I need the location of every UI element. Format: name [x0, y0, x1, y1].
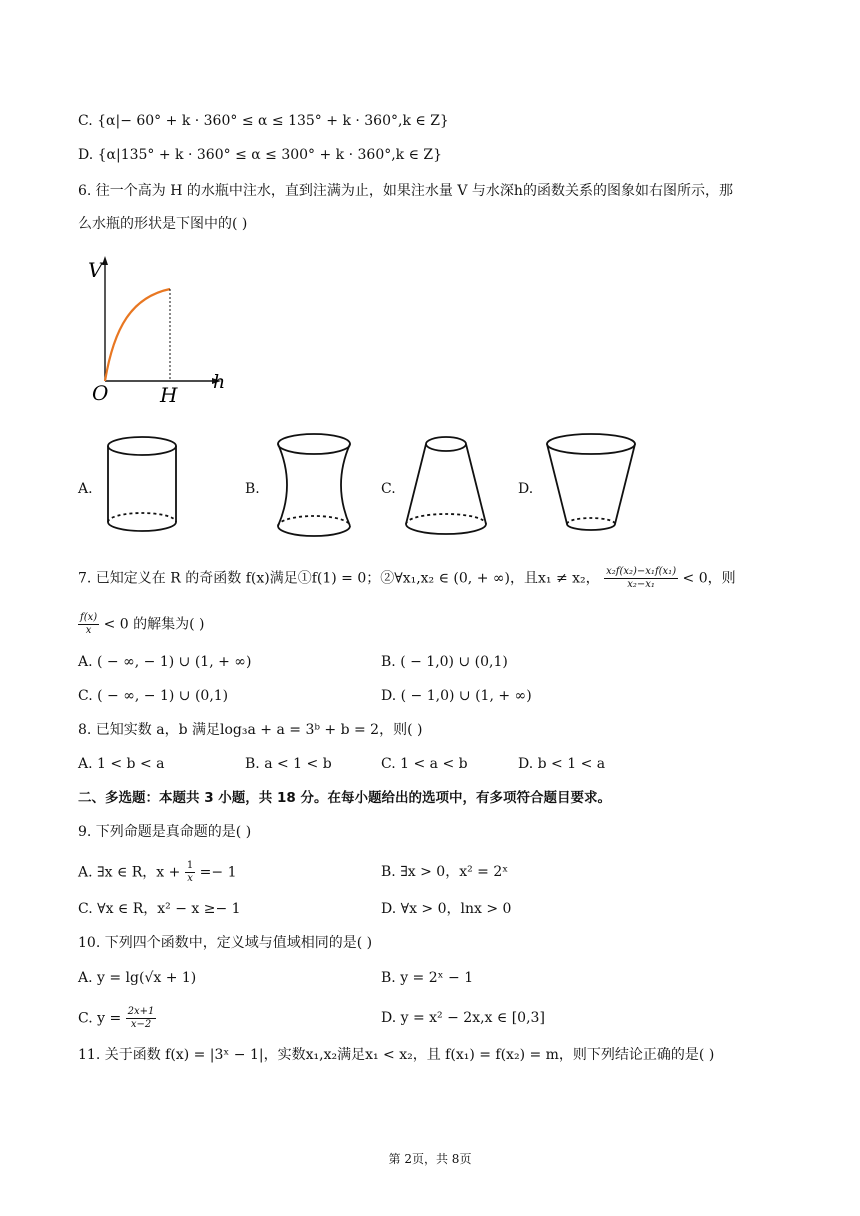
q8-option-a: A. 1 < b < a — [78, 756, 165, 772]
q6-option-c-label: C. — [381, 481, 396, 497]
q6-option-a-label: A. — [78, 481, 93, 497]
q9-option-a-fraction — [185, 860, 195, 885]
q9-option-c: C. ∀x ∈ R，x² − x ≥− 1 — [78, 901, 241, 917]
q8-option-b: B. a < 1 < b — [245, 756, 332, 772]
q6-option-d-label: D. — [518, 481, 534, 497]
origin-label: O — [92, 381, 109, 405]
q8-option-c: C. 1 < a < b — [381, 756, 468, 772]
q7-stem-line2 — [78, 612, 205, 637]
volume-curve — [105, 289, 170, 381]
q9-stem: 9. 下列命题是真命题的是( ) — [78, 824, 252, 840]
q7-ineq-denominator: x — [85, 625, 92, 636]
q7-fraction-numerator: x₂f(x₂)−x₁f(x₁) — [606, 566, 677, 577]
bottle-frustum-wide-top-d — [543, 430, 639, 542]
q10-stem: 10. 下列四个函数中，定义域与值域相同的是( ) — [78, 935, 373, 951]
q10-fraction-denominator: x−2 — [130, 1019, 152, 1030]
bottle-waisted-b — [274, 430, 354, 544]
H-label: H — [160, 383, 178, 407]
q9-option-a-pre: A. ∃x ∈ R，x + — [78, 864, 181, 881]
q7-fraction-denominator: x₂−x₁ — [627, 579, 655, 590]
q10-fraction-numerator: 2x+1 — [127, 1006, 155, 1017]
q9-fraction-numerator: 1 — [186, 860, 194, 871]
q7-option-b: B. ( − 1,0) ∪ (0,1) — [381, 654, 508, 670]
q10-option-b: B. y = 2ˣ − 1 — [381, 970, 474, 986]
section-multiple-choice-heading: 二、多选题：本题共 3 小题，共 18 分。在每小题给出的选项中，有多项符合题目要求。 — [78, 790, 611, 806]
bottle-frustum-narrow-top-c — [402, 432, 490, 542]
q6-option-b-label: B. — [245, 481, 260, 497]
v-label: V — [88, 258, 103, 282]
q10-option-c-fraction — [126, 1006, 157, 1031]
q7-stem-part2: < 0，则 — [682, 570, 736, 587]
q10-option-d: D. y = x² − 2x,x ∈ [0,3] — [381, 1010, 545, 1026]
q5-option-c: C. {α|− 60° + k · 360° ≤ α ≤ 135° + k · 360°,k ∈ Z} — [78, 113, 449, 129]
q10-option-a: A. y = lg(√x + 1) — [78, 970, 197, 986]
q10-option-c-pre: C. y = — [78, 1010, 122, 1027]
q7-ineq-numerator: f(x) — [80, 612, 98, 623]
q7-stem-line1 — [78, 566, 736, 591]
q9-fraction-denominator: x — [187, 873, 193, 884]
q11-stem: 11. 关于函数 f(x) = |3ˣ − 1|，实数x₁,x₂满足x₁ < x₂，且 f(x₁) = f(x₂) = m，则下列结论正确的是( ) — [78, 1047, 715, 1063]
page-footer: 第 2页，共 8页 — [388, 1152, 472, 1166]
q5-option-d: D. {α|135° + k · 360° ≤ α ≤ 300° + k · 360°,k ∈ Z} — [78, 147, 443, 163]
q6-stem-line2: 么水瓶的形状是下图中的( ) — [78, 216, 248, 232]
bottle-cylinder-a — [104, 432, 182, 542]
h-label: h — [213, 371, 226, 393]
q7-inequality-fraction — [78, 612, 99, 637]
q7-option-d: D. ( − 1,0) ∪ (1, + ∞) — [381, 688, 532, 704]
q7-stem-part1: 7. 已知定义在 R 的奇函数 f(x)满足①f(1) = 0；②∀x₁,x₂ ∈ (0, + ∞)，且x₁ ≠ x₂， — [78, 570, 600, 587]
q9-option-b: B. ∃x > 0，x² = 2ˣ — [381, 864, 509, 880]
q8-option-d: D. b < 1 < a — [518, 756, 606, 772]
q7-condition-fraction — [604, 566, 678, 591]
q6-stem-line1: 6. 往一个高为 H 的水瓶中注水，直到注满为止，如果注水量 V 与水深h的函数关系的图象如右图所示，那 — [78, 183, 733, 199]
q7-option-a: A. ( − ∞, − 1) ∪ (1, + ∞) — [78, 654, 252, 670]
q9-option-d: D. ∀x > 0，lnx > 0 — [381, 901, 512, 917]
q7-stem-part3: < 0 的解集为( ) — [103, 616, 205, 633]
q9-option-a — [78, 860, 237, 885]
q7-option-c: C. ( − ∞, − 1) ∪ (0,1) — [78, 688, 229, 704]
q6-volume-depth-graph — [84, 252, 234, 412]
v-axis-arrow — [102, 256, 108, 265]
q9-option-a-post: =− 1 — [199, 864, 237, 881]
q8-stem: 8. 已知实数 a，b 满足log₃a + a = 3ᵇ + b = 2，则( ) — [78, 722, 423, 738]
q10-option-c — [78, 1006, 156, 1031]
